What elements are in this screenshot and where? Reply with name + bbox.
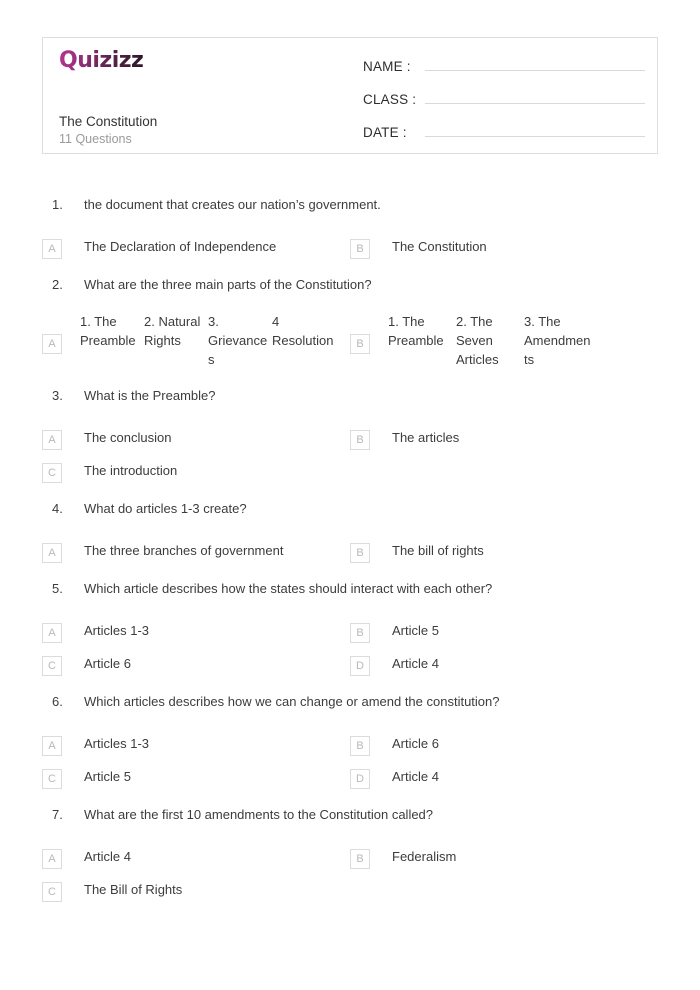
option-text <box>80 313 350 370</box>
question-number: 1. <box>52 197 63 212</box>
question-line <box>0 196 700 227</box>
answer-option[interactable] <box>350 848 658 869</box>
option-row <box>42 848 658 869</box>
quiz-header-card <box>42 37 658 154</box>
option-row <box>42 462 658 483</box>
option-row <box>42 542 658 563</box>
option-row <box>42 735 658 756</box>
answer-options <box>0 542 700 563</box>
question-text: What are the first 10 amendments to the Constitution called? <box>84 806 434 822</box>
answer-option[interactable] <box>42 881 350 902</box>
option-letter-box[interactable]: B <box>350 334 370 354</box>
quiz-question-count: 11 Questions <box>59 132 132 146</box>
question-text: What do articles 1-3 create? <box>84 500 247 516</box>
question-line <box>0 276 700 307</box>
answer-option[interactable] <box>42 429 350 450</box>
option-text: Articles 1-3 <box>84 735 150 751</box>
option-letter-box[interactable]: A <box>42 334 62 354</box>
option-letter-box[interactable]: B <box>350 736 370 756</box>
option-text: The Bill of Rights <box>84 881 183 897</box>
option-letter-box[interactable]: A <box>42 736 62 756</box>
option-row <box>42 622 658 643</box>
name-field-label: NAME : <box>363 59 411 74</box>
option-row <box>42 881 658 902</box>
answer-options <box>0 848 700 902</box>
answer-option[interactable] <box>350 542 658 563</box>
answer-options <box>0 429 700 483</box>
answer-option[interactable] <box>42 655 350 676</box>
class-input[interactable] <box>425 83 645 104</box>
question-block <box>0 500 700 580</box>
option-text: Article 4 <box>84 848 131 864</box>
option-text-column: 3. The Amendments <box>524 314 591 367</box>
option-letter-box[interactable]: B <box>350 623 370 643</box>
answer-option[interactable] <box>350 314 658 370</box>
class-field-row <box>363 83 645 116</box>
question-block <box>0 387 700 500</box>
option-letter-box[interactable]: A <box>42 849 62 869</box>
question-line <box>0 500 700 531</box>
answer-option[interactable] <box>42 238 350 259</box>
question-line <box>0 387 700 418</box>
option-text: The articles <box>392 429 460 445</box>
option-text: The bill of rights <box>392 542 484 558</box>
question-number: 6. <box>52 693 63 709</box>
option-text: The three branches of government <box>84 542 284 558</box>
question-block <box>0 196 700 276</box>
option-text-column: 1. The Preamble <box>388 314 444 348</box>
option-letter-box[interactable]: A <box>42 239 62 259</box>
option-row <box>42 314 658 370</box>
option-letter-box[interactable]: A <box>42 430 62 450</box>
student-info-fields <box>363 50 645 145</box>
option-text: Article 6 <box>392 735 439 751</box>
question-line <box>0 580 700 611</box>
option-text: The Declaration of Independence <box>84 239 277 254</box>
answer-option[interactable] <box>350 735 658 756</box>
question-text: Which articles describes how we can change or amend the constitution? <box>84 693 500 709</box>
option-text: The Constitution <box>392 239 487 254</box>
answer-option[interactable] <box>350 768 658 789</box>
option-letter-box[interactable]: A <box>42 623 62 643</box>
answer-option[interactable] <box>42 768 350 789</box>
answer-option[interactable] <box>42 735 350 756</box>
question-text: What is the Preamble? <box>84 387 216 403</box>
option-letter-box[interactable]: B <box>350 849 370 869</box>
question-number: 2. <box>52 277 63 292</box>
question-text: the document that creates our nation’s government. <box>84 197 381 212</box>
option-text: Article 4 <box>392 768 439 784</box>
option-letter-box[interactable]: B <box>350 430 370 450</box>
question-number: 5. <box>52 580 63 596</box>
option-letter-box[interactable]: C <box>42 882 62 902</box>
option-letter-box[interactable]: C <box>42 769 62 789</box>
answer-option[interactable] <box>42 622 350 643</box>
question-number: 7. <box>52 806 63 822</box>
question-number: 4. <box>52 500 63 516</box>
option-text: Articles 1-3 <box>84 622 150 638</box>
quiz-title: The Constitution <box>59 114 158 129</box>
option-letter-box[interactable]: D <box>350 656 370 676</box>
date-field-row <box>363 116 645 149</box>
option-text-column: 2. Natural Rights <box>144 314 201 348</box>
class-field-label: CLASS : <box>363 92 417 107</box>
answer-option[interactable] <box>42 848 350 869</box>
option-letter-box[interactable]: B <box>350 543 370 563</box>
question-text: Which article describes how the states should interact with each other? <box>84 580 493 596</box>
date-input[interactable] <box>425 116 645 137</box>
name-input[interactable] <box>425 50 645 71</box>
option-letter-box[interactable]: C <box>42 463 62 483</box>
option-text: Article 6 <box>84 655 131 671</box>
answer-options <box>0 622 700 676</box>
answer-options <box>0 238 700 259</box>
option-text-column: 1. The Preamble <box>80 314 136 348</box>
option-text: Article 4 <box>392 655 439 671</box>
answer-options <box>0 735 700 789</box>
question-block <box>0 276 700 387</box>
answer-option[interactable] <box>350 622 658 643</box>
option-text-column: 2. The Seven Articles <box>456 314 499 367</box>
name-field-row <box>363 50 645 83</box>
date-field-label: DATE : <box>363 125 407 140</box>
question-block <box>0 693 700 806</box>
answer-option[interactable] <box>350 238 658 259</box>
option-text-column: 4 Resolution <box>272 314 334 348</box>
quiz-header-left <box>59 50 349 72</box>
question-text: What are the three main parts of the Constitution? <box>84 277 372 292</box>
option-letter-box[interactable]: A <box>42 543 62 563</box>
question-line <box>0 693 700 724</box>
question-number: 3. <box>52 387 63 403</box>
option-row <box>42 238 658 259</box>
option-row <box>42 429 658 450</box>
option-text: The introduction <box>84 462 178 478</box>
quizizz-logo: Quizizz <box>59 48 144 73</box>
option-row <box>42 768 658 789</box>
answer-option[interactable] <box>42 542 350 563</box>
answer-option[interactable] <box>42 462 350 483</box>
option-text: Federalism <box>392 848 457 864</box>
question-line <box>0 806 700 837</box>
option-letter-box[interactable]: B <box>350 239 370 259</box>
question-block <box>0 806 700 919</box>
question-list <box>0 196 700 919</box>
option-row <box>42 655 658 676</box>
option-text: Article 5 <box>84 768 131 784</box>
option-text-column: 3. Grievances <box>208 314 268 367</box>
option-text: Article 5 <box>392 622 439 638</box>
answer-option[interactable] <box>42 314 350 370</box>
answer-option[interactable] <box>350 429 658 450</box>
option-text: The conclusion <box>84 429 172 445</box>
option-letter-box[interactable]: C <box>42 656 62 676</box>
question-spacer <box>0 914 700 919</box>
option-text <box>388 313 658 370</box>
question-block <box>0 580 700 693</box>
answer-option[interactable] <box>350 655 658 676</box>
answer-options <box>0 314 700 370</box>
option-letter-box[interactable]: D <box>350 769 370 789</box>
